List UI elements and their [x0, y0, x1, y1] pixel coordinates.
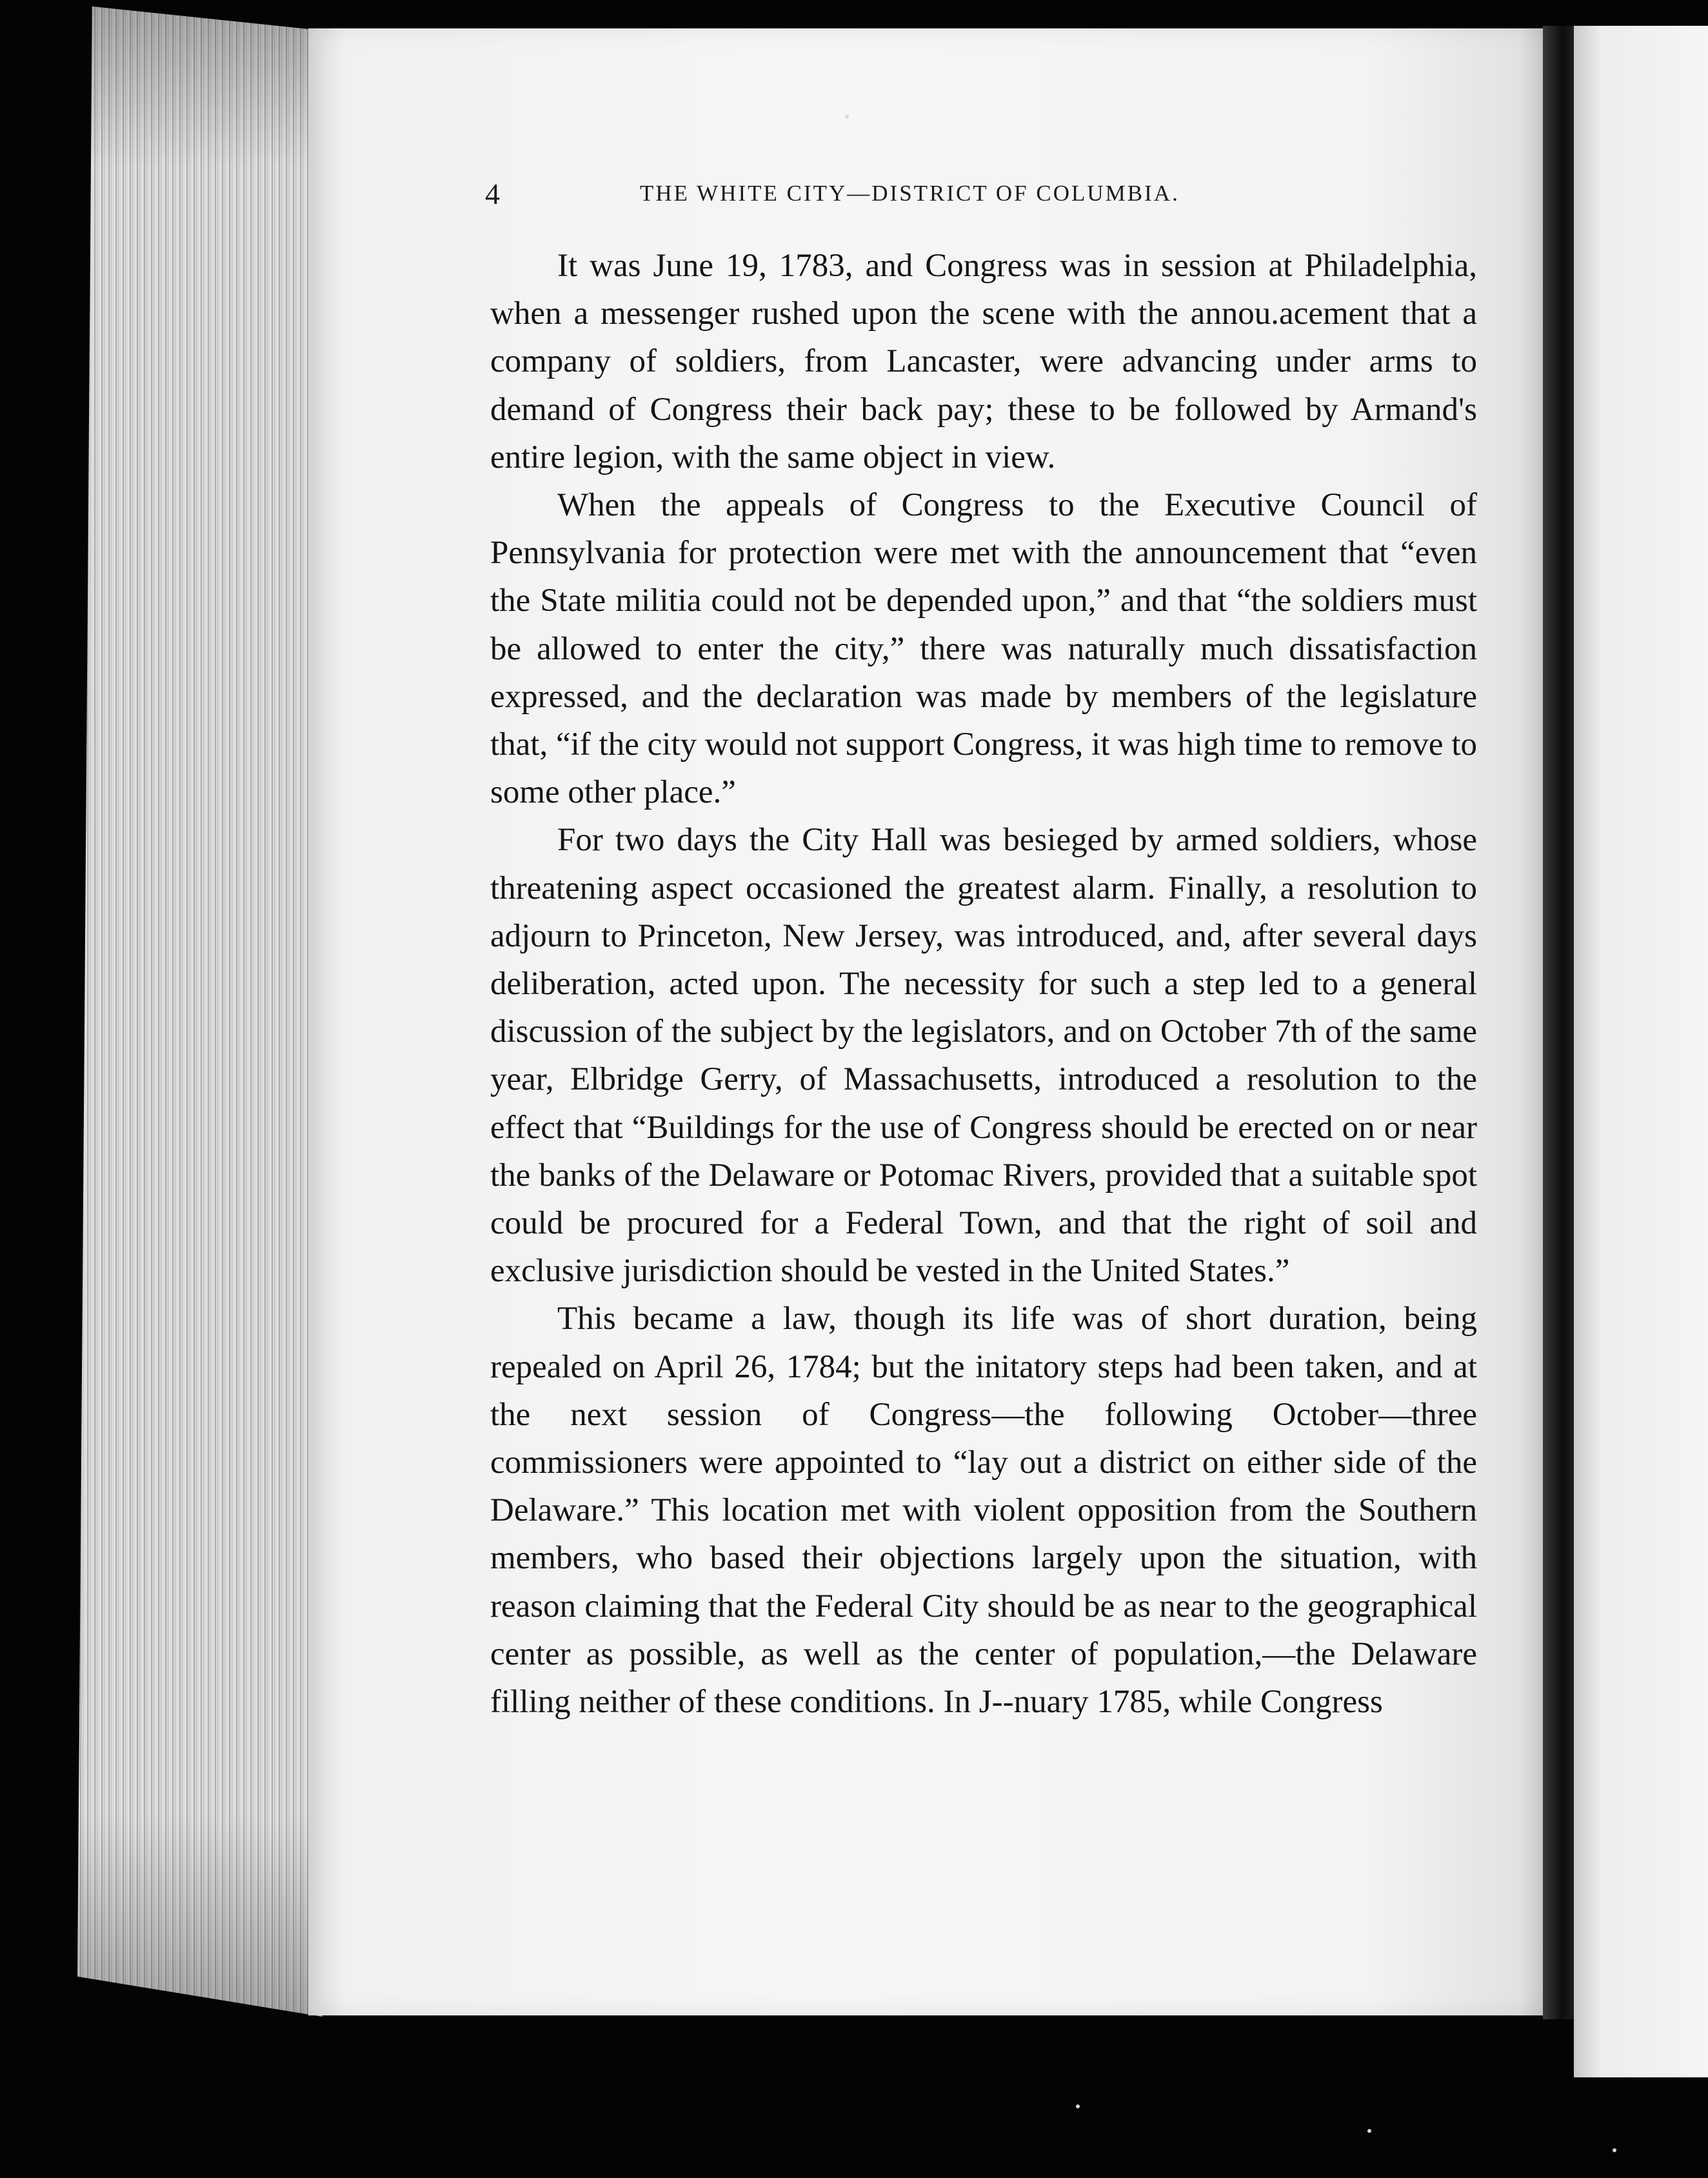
paragraph-1: It was June 19, 1783, and Congress was in session at Philadelphia, when a messenger rushed upon the scene with the annou.acement that a company of soldiers, from Lancaster, were advancing under arms to demand of Congress their back pay; these to be followed by Armand's entire legion, with the same object in view. [490, 248, 1477, 475]
paragraph-3: For two days the City Hall was besieged by armed soldiers, whose threatening aspect occasioned the greatest alarm. Finally, a resolution to adjourn to Princeton, New Jersey, was introduced, and, after several days deliberation, acted upon. The necessity for such a step led to a general discussion of the subject by the legislators, and on October 7th of the same year, Elbridge Gerry, of Massachusetts, introduced a resolution to the effect that “Buildings for the use of Congress should be erected on or near the banks of the Delaware or Potomac Rivers, provided that a suitable spot could be procured for a Federal Town, and that the right of soil and exclusive jurisdiction should be vested in the United States.” [490, 822, 1477, 1290]
page-number: 4 [485, 177, 500, 210]
page-edges-shadow [77, 6, 323, 2017]
paragraph-4: This became a law, though its life was of short duration, being repealed on April 26, 1784; but the initatory steps had been taken, and at the next session of Congress—the following October—three commissioners were appointed to “lay out a district on either side of the Delaware.” This location met with violent opposition from the Southern members, who based their objections largely upon the situation, with reason claiming that the Federal City should be as near to the geographical center as possible, as well as the center of population,—the Delaware filling neither of these conditions. In J--nuary 1785, while Congress [490, 1301, 1477, 1721]
scan-speck [1367, 2129, 1371, 2133]
running-head-title: THE WHITE CITY—DISTRICT OF COLUMBIA. [640, 181, 1180, 206]
scan-speck [1613, 2148, 1616, 2152]
page-body [490, 242, 1477, 1726]
paragraph-2: When the appeals of Congress to the Executive Council of Pennsylvania for protection were met with the announcement that “even the State militia could not be depended upon,” and that “the soldiers must be allowed to enter the city,” there was naturally much dissatisfaction expressed, and the declaration was made by members of the legislature that, “if the city would not support Congress, it was high time to remove to some other place.” [490, 487, 1477, 811]
scan-speck [1076, 2104, 1080, 2108]
scan-speck [845, 115, 849, 119]
facing-page [1574, 26, 1708, 2077]
running-head [485, 179, 1478, 212]
